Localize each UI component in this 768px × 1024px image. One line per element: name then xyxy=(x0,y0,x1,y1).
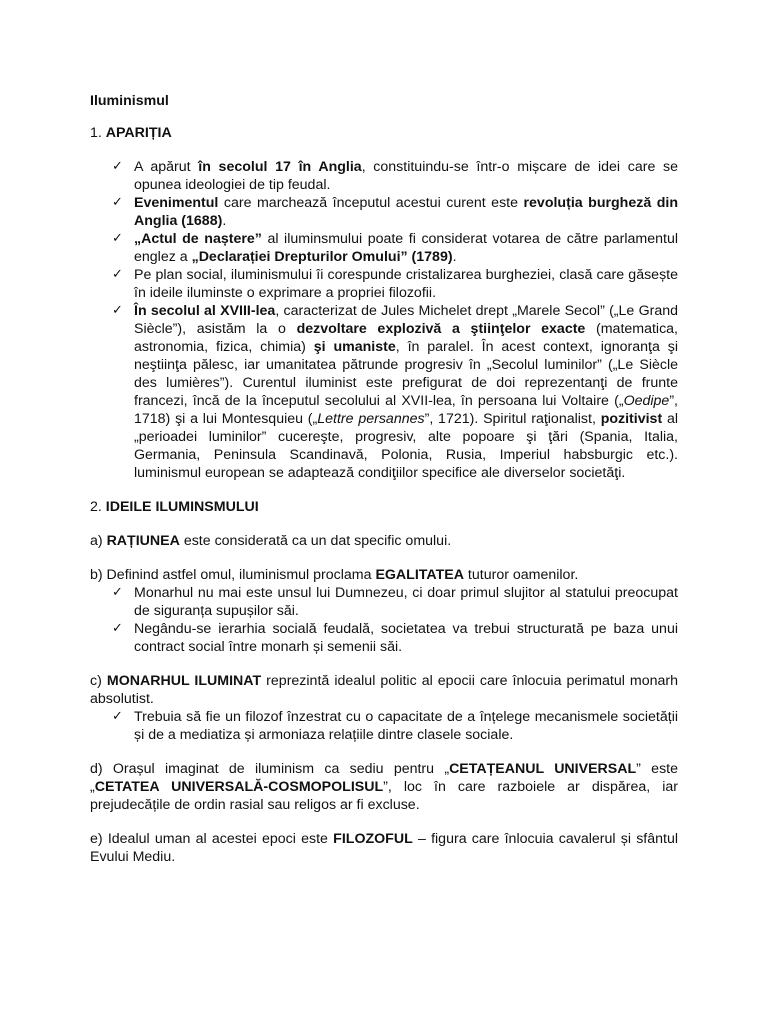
paragraph-a xyxy=(90,532,678,550)
checklist-item xyxy=(134,158,678,194)
text-run: Monarhul nu mai este unsul lui Dumnezeu, ci doar primul slujitor al statului preocupat de siguranța supușilor săi. xyxy=(134,585,678,619)
text-run: b) Definind astfel omul, iluminismul proclama xyxy=(90,567,376,583)
section-2-heading xyxy=(90,498,678,516)
text-run: , caracterizat de Jules Michelet drept „Marele Secol” („Le Grand Siècle”), asistăm la o xyxy=(134,303,679,337)
text-run: ” este „ xyxy=(90,761,678,795)
checklist-item xyxy=(134,266,678,302)
text-run: ”, 1721). Spiritul raţionalist, xyxy=(424,411,601,427)
text-run: – figura care înlocuia cavalerul și sfântul Evului Mediu. xyxy=(90,831,678,865)
paragraph-e xyxy=(90,830,678,866)
bold-text: „Declarației Drepturilor Omului” (1789) xyxy=(191,249,453,265)
text-run: ”, loc în care razboiele ar dispărea, iar prejudecățile de ordin rasial sau religos ar fi excluse. xyxy=(90,779,678,813)
text-run: e) Idealul uman al acestei epoci este xyxy=(90,831,334,847)
text-run: A apărut xyxy=(134,159,199,175)
text-run: este considerată ca un dat specific omului. xyxy=(179,533,452,549)
section-1-title: APARIȚIA xyxy=(105,125,172,141)
paragraph-c xyxy=(90,672,678,708)
paragraph-b xyxy=(90,566,678,584)
bold-text: În secolul al XVIII-lea xyxy=(134,303,276,319)
section-1-checklist xyxy=(90,158,678,482)
checklist-item xyxy=(134,708,678,744)
section-2-number: 2. xyxy=(90,499,106,515)
section-1-number: 1. xyxy=(90,125,106,141)
bold-text: pozitivist xyxy=(600,411,663,427)
text-run: al iluminsmului poate fi considerat votarea de către parlamentul englez a xyxy=(134,231,678,265)
section-2-title: IDEILE ILUMINSMULUI xyxy=(105,499,259,515)
text-run: d) Orașul imaginat de iluminism ca sediu pentru „ xyxy=(90,761,450,777)
text-run: tuturor oamenilor. xyxy=(463,567,579,583)
italic-text: Oedipe xyxy=(623,393,670,409)
text-run: reprezintă idealul politic al epocii care înlocuia perimatul monarh absolutist. xyxy=(90,673,679,707)
text-run: ”, 1718) şi a lui Montesquieu („ xyxy=(134,393,678,427)
checklist-item xyxy=(134,230,678,266)
checklist-item xyxy=(134,194,678,230)
bold-text: CETATEA UNIVERSALĂ-COSMOPOLISUL xyxy=(94,779,384,795)
paragraph-c-checklist xyxy=(90,708,678,744)
bold-text: MONARHUL ILUMINAT xyxy=(106,673,262,689)
text-run: al „perioadei luminilor” cucereşte, progresiv, alte popoare şi ţări (Spania, Italia, Germania, Peninsula Scandinavă, Polonia, Rusia, Imperiul habsburgic etc.). luminismul european se adaptează condiţiilor specifice ale diverselor societăţi. xyxy=(134,411,679,481)
italic-text: Lettre persannes xyxy=(317,411,425,427)
text-run: c) xyxy=(90,673,107,689)
bold-text: Evenimentul xyxy=(134,195,219,211)
document-page xyxy=(90,92,678,866)
bold-text: în secolul 17 în Anglia xyxy=(198,159,362,175)
bold-text: dezvoltare explozivă a ştiinţelor exacte xyxy=(296,321,586,337)
checklist-item xyxy=(134,584,678,620)
bold-text: revoluția burgheză din Anglia (1688) xyxy=(134,195,679,229)
bold-text: FILOZOFUL xyxy=(333,831,413,847)
document-title: Iluminismul xyxy=(90,93,169,109)
bold-text: şi umaniste xyxy=(313,339,396,355)
section-1-heading xyxy=(90,124,678,142)
text-run: Trebuia să fie un filozof înzestrat cu o capacitate de a înțelege mecanismele societății și de a mediatiza și armoniaza relațiile dintre clasele sociale. xyxy=(134,709,678,743)
text-run: care marchează începutul acestui curent este xyxy=(218,195,524,211)
text-run: a) xyxy=(90,533,107,549)
paragraph-d xyxy=(90,760,678,814)
paragraph-b-checklist xyxy=(90,584,678,656)
bold-text: CETAȚEANUL UNIVERSAL xyxy=(449,761,637,777)
text-run: Pe plan social, iluminismului îi corespunde cristalizarea burgheziei, clasă care găsește în ideile iluminste o exprimare a propriei filozofii. xyxy=(134,267,678,301)
text-run: . xyxy=(222,213,227,229)
text-run: Negându-se ierarhia socială feudală, societatea va trebui structurată pe baza unui contract social între monarh și semenii săi. xyxy=(134,621,678,655)
text-run: , în paralel. În acest context, ignoranţa şi neştiinţa pălesc, iar umanitatea pătrunde progresiv în „Secolul luminilor” („Le Siècle des lumières”). Curentul iluminist este prefigurat de doi reprezentanţi de frunte francezi, încă de la începutul secolului al XVII-lea, în persoana lui Voltaire („ xyxy=(134,339,679,409)
checklist-item xyxy=(134,620,678,656)
checklist-item xyxy=(134,302,678,482)
text-run: , constituindu-se într-o mișcare de idei care se opunea ideologiei de tip feudal. xyxy=(134,159,679,193)
bold-text: RAȚIUNEA xyxy=(106,533,180,549)
bold-text: „Actul de naștere” xyxy=(134,231,262,247)
text-run: (matematica, astronomia, fizica, chimia) xyxy=(134,321,679,355)
text-run: . xyxy=(452,249,457,265)
bold-text: EGALITATEA xyxy=(375,567,464,583)
